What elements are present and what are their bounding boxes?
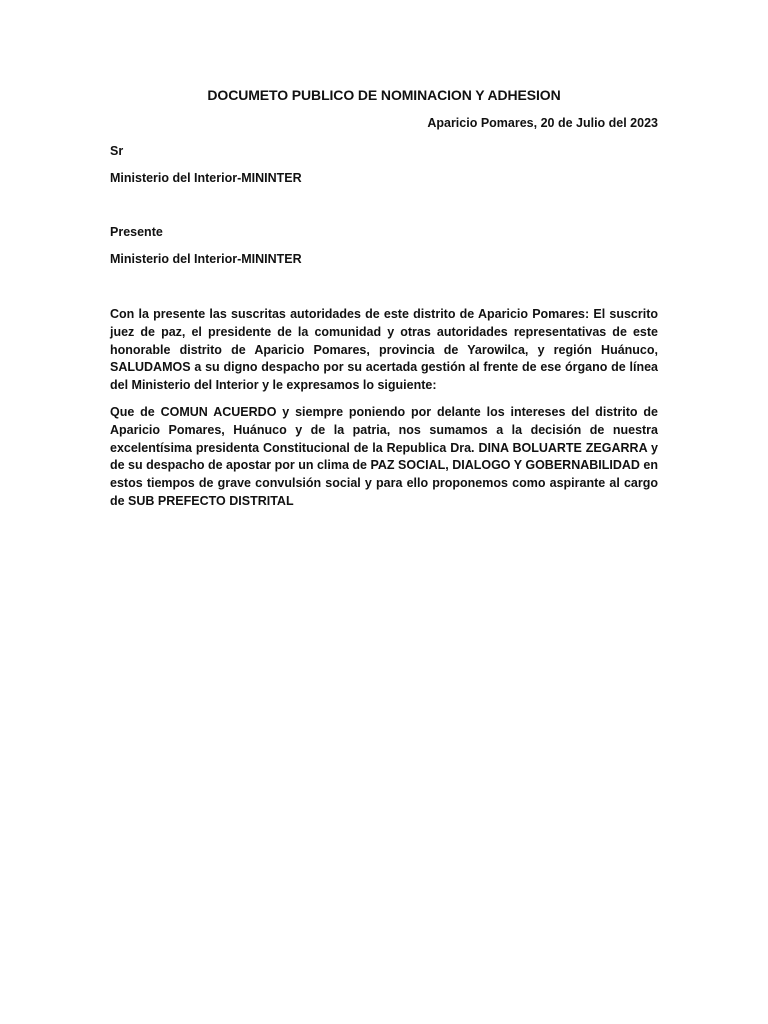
document-title: DOCUMETO PUBLICO DE NOMINACION Y ADHESION xyxy=(207,87,561,103)
salutation: Sr xyxy=(110,144,124,158)
body-paragraph-proposal: Que de COMUN ACUERDO y siempre poniendo por delante los intereses del distrito de Aparicio Pomares, Huánuco y de la patria, nos sumamos a la decisión de nuestra excelentísima presidenta Constitucional de la Republica Dra. DINA BOLUARTE ZEGARRA y de su despacho de apostar por un clima de PAZ SOCIAL, DIALOGO Y GOBERNABILIDAD en estos tiempos de grave convulsión social y para ello proponemos como aspirante al cargo de SUB PREFECTO DISTRITAL xyxy=(110,405,658,508)
date-line: Aparicio Pomares, 20 de Julio del 2023 xyxy=(427,116,658,130)
recipient-line-repeat: Ministerio del Interior-MININTER xyxy=(110,252,302,266)
recipient-line: Ministerio del Interior-MININTER xyxy=(110,171,302,185)
body-paragraph-greeting: Con la presente las suscritas autoridades de este distrito de Aparicio Pomares: El suscrito juez de paz, el presidente de la comunidad y otras autoridades representativas de este honorable distrito de Aparicio Pomares, provincia de Yarowilca, y región Huánuco, SALUDAMOS a su digno despacho por su acertada gestión al frente de ese órgano de línea del Ministerio del Interior y le expresamos lo siguiente: xyxy=(110,307,658,393)
presente-line: Presente xyxy=(110,225,163,239)
